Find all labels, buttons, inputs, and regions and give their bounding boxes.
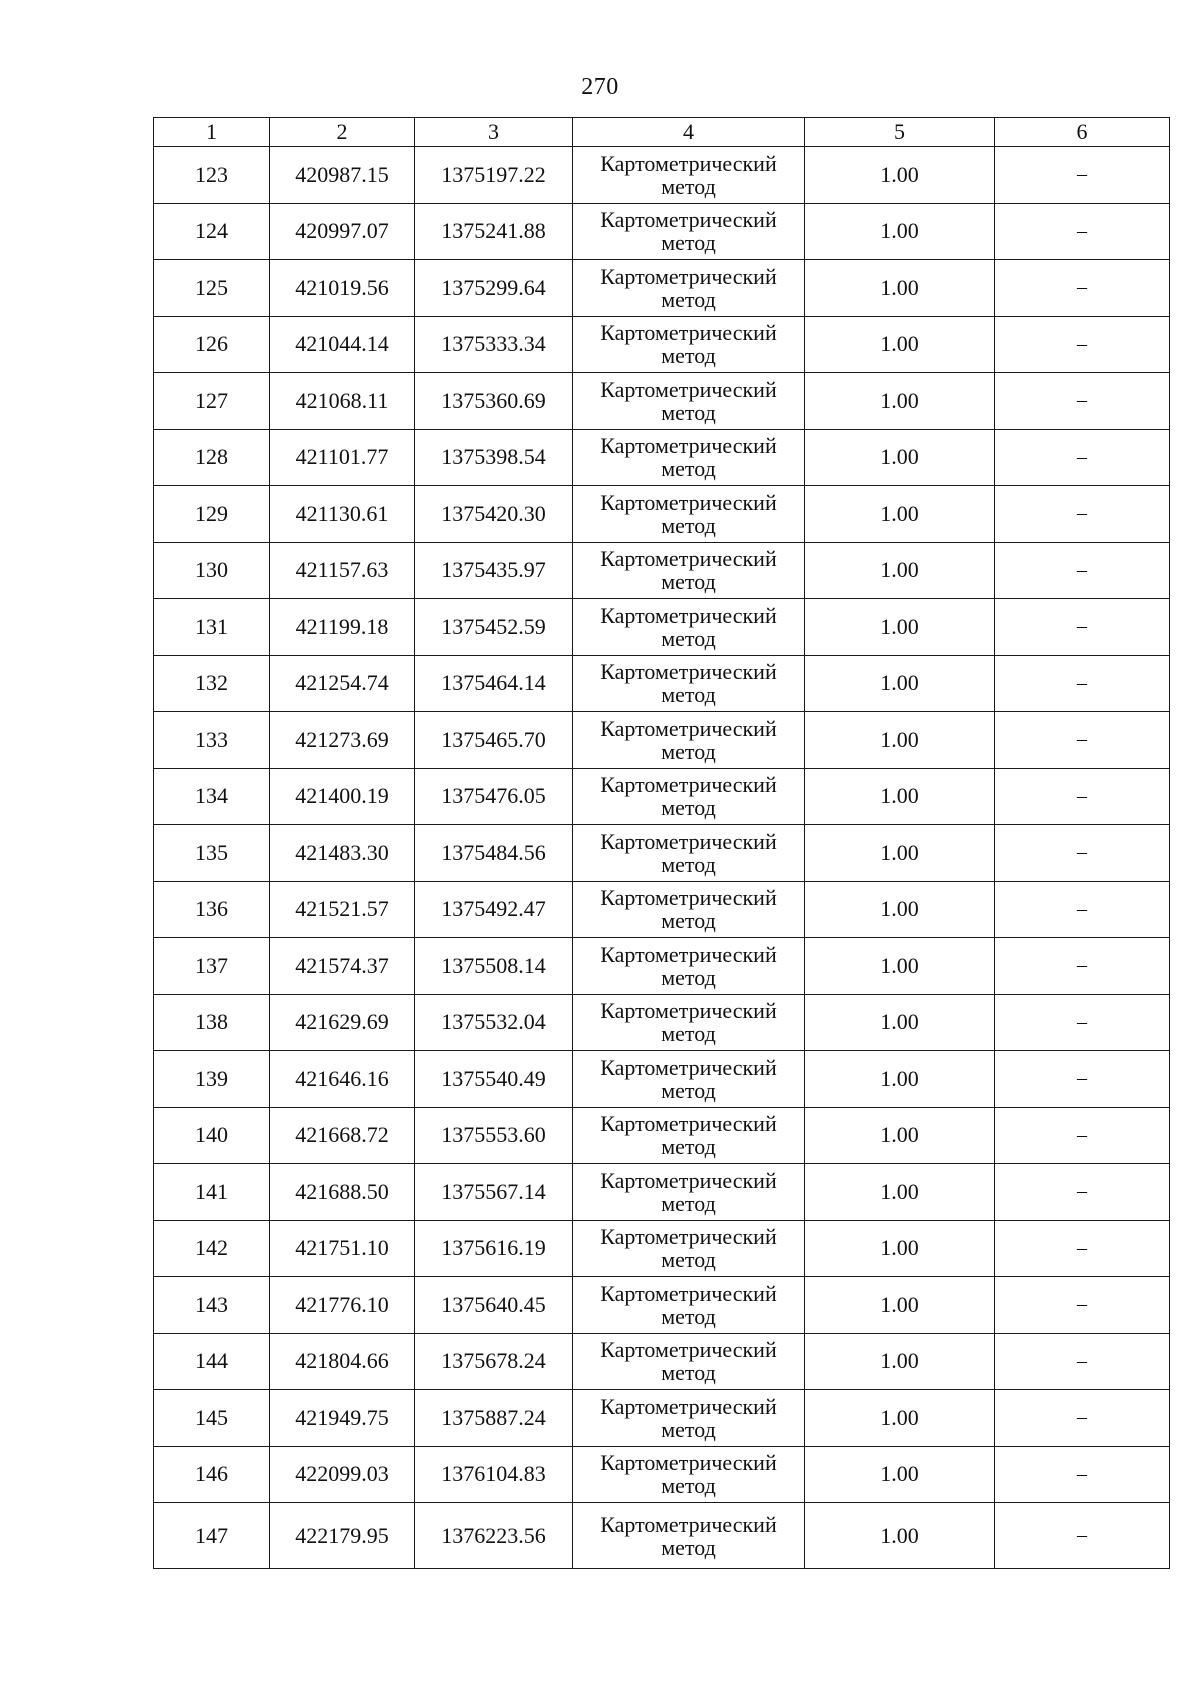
note-cell: –: [995, 1390, 1170, 1447]
header-col-2: 2: [270, 118, 415, 147]
method-line-1: Картометрический: [600, 263, 777, 289]
table-row: [154, 260, 1170, 317]
method-line-1: Картометрический: [600, 941, 777, 967]
method-line-1: Картометрический: [600, 207, 777, 233]
x-coordinate-cell: 422179.95: [270, 1503, 415, 1569]
note-cell: –: [995, 712, 1170, 769]
y-coordinate-cell: 1375435.97: [415, 542, 573, 599]
method-cell: [573, 881, 805, 938]
accuracy-cell: 1.00: [805, 147, 995, 204]
note-cell: –: [995, 429, 1170, 486]
method-line-1: Картометрический: [600, 602, 777, 628]
method-line-2: метод: [661, 512, 716, 538]
y-coordinate-cell: 1375567.14: [415, 1164, 573, 1221]
point-number-cell: 132: [154, 655, 270, 712]
header-col-6: 6: [995, 118, 1170, 147]
method-cell: [573, 1277, 805, 1334]
y-coordinate-cell: 1375540.49: [415, 1051, 573, 1108]
accuracy-cell: 1.00: [805, 542, 995, 599]
table-row: [154, 1503, 1170, 1569]
y-coordinate-cell: 1375452.59: [415, 599, 573, 656]
y-coordinate-cell: 1375464.14: [415, 655, 573, 712]
accuracy-cell: 1.00: [805, 655, 995, 712]
method-line-2: метод: [661, 851, 716, 877]
table-row: [154, 203, 1170, 260]
method-cell: [573, 486, 805, 543]
header-col-4: 4: [573, 118, 805, 147]
x-coordinate-cell: 420987.15: [270, 147, 415, 204]
y-coordinate-cell: 1375241.88: [415, 203, 573, 260]
accuracy-cell: 1.00: [805, 1277, 995, 1334]
x-coordinate-cell: 421254.74: [270, 655, 415, 712]
accuracy-cell: 1.00: [805, 486, 995, 543]
method-cell: [573, 655, 805, 712]
point-number-cell: 140: [154, 1107, 270, 1164]
table-row: [154, 1051, 1170, 1108]
method-cell: [573, 542, 805, 599]
note-cell: –: [995, 825, 1170, 882]
table-row: [154, 373, 1170, 430]
method-cell: [573, 1107, 805, 1164]
method-line-2: метод: [661, 230, 716, 256]
method-line-2: метод: [661, 1077, 716, 1103]
note-cell: –: [995, 260, 1170, 317]
method-line-2: метод: [661, 286, 716, 312]
table-row: [154, 655, 1170, 712]
y-coordinate-cell: 1375465.70: [415, 712, 573, 769]
y-coordinate-cell: 1375887.24: [415, 1390, 573, 1447]
method-cell: [573, 1503, 805, 1569]
method-cell: [573, 825, 805, 882]
method-line-2: метод: [661, 964, 716, 990]
method-line-2: метод: [661, 343, 716, 369]
method-line-1: Картометрический: [600, 998, 777, 1024]
accuracy-cell: 1.00: [805, 825, 995, 882]
accuracy-cell: 1.00: [805, 1164, 995, 1221]
x-coordinate-cell: 421804.66: [270, 1333, 415, 1390]
method-line-1: Картометрический: [600, 659, 777, 685]
y-coordinate-cell: 1375484.56: [415, 825, 573, 882]
point-number-cell: 133: [154, 712, 270, 769]
point-number-cell: 128: [154, 429, 270, 486]
note-cell: –: [995, 203, 1170, 260]
x-coordinate-cell: 421019.56: [270, 260, 415, 317]
accuracy-cell: 1.00: [805, 1220, 995, 1277]
x-coordinate-cell: 421521.57: [270, 881, 415, 938]
method-cell: [573, 316, 805, 373]
table-row: [154, 1446, 1170, 1503]
coordinates-table: [153, 117, 1170, 1569]
x-coordinate-cell: 421101.77: [270, 429, 415, 486]
accuracy-cell: 1.00: [805, 1390, 995, 1447]
x-coordinate-cell: 421068.11: [270, 373, 415, 430]
header-col-5: 5: [805, 118, 995, 147]
method-line-1: Картометрический: [600, 1511, 777, 1537]
method-line-1: Картометрический: [600, 1280, 777, 1306]
note-cell: –: [995, 1277, 1170, 1334]
y-coordinate-cell: 1375553.60: [415, 1107, 573, 1164]
y-coordinate-cell: 1375398.54: [415, 429, 573, 486]
method-line-2: метод: [661, 399, 716, 425]
y-coordinate-cell: 1375508.14: [415, 938, 573, 995]
header-col-1: 1: [154, 118, 270, 147]
header-row: [154, 118, 1170, 147]
point-number-cell: 147: [154, 1503, 270, 1569]
table-row: [154, 1107, 1170, 1164]
x-coordinate-cell: 421273.69: [270, 712, 415, 769]
point-number-cell: 146: [154, 1446, 270, 1503]
method-cell: [573, 994, 805, 1051]
method-line-2: метод: [661, 625, 716, 651]
accuracy-cell: 1.00: [805, 316, 995, 373]
table-body: [154, 147, 1170, 1569]
x-coordinate-cell: 421157.63: [270, 542, 415, 599]
method-line-1: Картометрический: [600, 376, 777, 402]
page-number: 270: [581, 74, 619, 100]
y-coordinate-cell: 1375333.34: [415, 316, 573, 373]
method-line-2: метод: [661, 1303, 716, 1329]
point-number-cell: 135: [154, 825, 270, 882]
method-line-2: метод: [661, 569, 716, 595]
method-line-2: метод: [661, 1134, 716, 1160]
y-coordinate-cell: 1375476.05: [415, 768, 573, 825]
point-number-cell: 129: [154, 486, 270, 543]
method-line-2: метод: [661, 456, 716, 482]
method-cell: [573, 1333, 805, 1390]
note-cell: –: [995, 486, 1170, 543]
method-line-2: метод: [661, 1190, 716, 1216]
point-number-cell: 130: [154, 542, 270, 599]
point-number-cell: 126: [154, 316, 270, 373]
accuracy-cell: 1.00: [805, 938, 995, 995]
method-cell: [573, 938, 805, 995]
method-line-1: Картометрический: [600, 1393, 777, 1419]
y-coordinate-cell: 1375616.19: [415, 1220, 573, 1277]
table-row: [154, 1164, 1170, 1221]
x-coordinate-cell: 420997.07: [270, 203, 415, 260]
note-cell: –: [995, 316, 1170, 373]
method-line-2: метод: [661, 1360, 716, 1386]
method-line-2: метод: [661, 1021, 716, 1047]
method-cell: [573, 599, 805, 656]
x-coordinate-cell: 421483.30: [270, 825, 415, 882]
point-number-cell: 123: [154, 147, 270, 204]
table-row: [154, 1277, 1170, 1334]
table-header: [154, 118, 1170, 147]
method-line-1: Картометрический: [600, 1450, 777, 1476]
y-coordinate-cell: 1375360.69: [415, 373, 573, 430]
x-coordinate-cell: 421688.50: [270, 1164, 415, 1221]
method-cell: [573, 768, 805, 825]
point-number-cell: 131: [154, 599, 270, 656]
table-row: [154, 881, 1170, 938]
accuracy-cell: 1.00: [805, 260, 995, 317]
point-number-cell: 127: [154, 373, 270, 430]
point-number-cell: 144: [154, 1333, 270, 1390]
note-cell: –: [995, 542, 1170, 599]
point-number-cell: 145: [154, 1390, 270, 1447]
accuracy-cell: 1.00: [805, 1051, 995, 1108]
method-cell: [573, 429, 805, 486]
point-number-cell: 138: [154, 994, 270, 1051]
accuracy-cell: 1.00: [805, 881, 995, 938]
note-cell: –: [995, 881, 1170, 938]
y-coordinate-cell: 1375299.64: [415, 260, 573, 317]
point-number-cell: 143: [154, 1277, 270, 1334]
accuracy-cell: 1.00: [805, 1446, 995, 1503]
accuracy-cell: 1.00: [805, 712, 995, 769]
point-number-cell: 142: [154, 1220, 270, 1277]
x-coordinate-cell: 421949.75: [270, 1390, 415, 1447]
method-cell: [573, 1164, 805, 1221]
table-row: [154, 768, 1170, 825]
method-cell: [573, 1051, 805, 1108]
note-cell: –: [995, 655, 1170, 712]
y-coordinate-cell: 1375420.30: [415, 486, 573, 543]
method-line-1: Картометрический: [600, 828, 777, 854]
accuracy-cell: 1.00: [805, 768, 995, 825]
accuracy-cell: 1.00: [805, 994, 995, 1051]
x-coordinate-cell: 421130.61: [270, 486, 415, 543]
table-row: [154, 542, 1170, 599]
x-coordinate-cell: 421044.14: [270, 316, 415, 373]
method-cell: [573, 712, 805, 769]
note-cell: –: [995, 1333, 1170, 1390]
y-coordinate-cell: 1375492.47: [415, 881, 573, 938]
method-cell: [573, 147, 805, 204]
accuracy-cell: 1.00: [805, 1107, 995, 1164]
table-row: [154, 316, 1170, 373]
y-coordinate-cell: 1376223.56: [415, 1503, 573, 1569]
y-coordinate-cell: 1375640.45: [415, 1277, 573, 1334]
point-number-cell: 125: [154, 260, 270, 317]
x-coordinate-cell: 421574.37: [270, 938, 415, 995]
method-line-1: Картометрический: [600, 546, 777, 572]
method-line-1: Картометрический: [600, 1337, 777, 1363]
note-cell: –: [995, 1164, 1170, 1221]
point-number-cell: 139: [154, 1051, 270, 1108]
method-cell: [573, 1446, 805, 1503]
x-coordinate-cell: 421776.10: [270, 1277, 415, 1334]
table-row: [154, 599, 1170, 656]
accuracy-cell: 1.00: [805, 203, 995, 260]
x-coordinate-cell: 421400.19: [270, 768, 415, 825]
method-line-2: метод: [661, 795, 716, 821]
note-cell: –: [995, 1051, 1170, 1108]
method-line-1: Картометрический: [600, 433, 777, 459]
method-cell: [573, 1220, 805, 1277]
note-cell: –: [995, 599, 1170, 656]
method-line-2: метод: [661, 908, 716, 934]
table-row: [154, 994, 1170, 1051]
method-line-2: метод: [661, 1247, 716, 1273]
point-number-cell: 134: [154, 768, 270, 825]
accuracy-cell: 1.00: [805, 1503, 995, 1569]
method-line-1: Картометрический: [600, 320, 777, 346]
x-coordinate-cell: 421199.18: [270, 599, 415, 656]
point-number-cell: 124: [154, 203, 270, 260]
method-line-2: метод: [661, 1473, 716, 1499]
note-cell: –: [995, 147, 1170, 204]
method-line-1: Картометрический: [600, 885, 777, 911]
method-line-2: метод: [661, 1534, 716, 1560]
method-line-1: Картометрический: [600, 489, 777, 515]
method-line-1: Картометрический: [600, 150, 777, 176]
header-col-3: 3: [415, 118, 573, 147]
method-cell: [573, 203, 805, 260]
method-line-1: Картометрический: [600, 715, 777, 741]
table-row: [154, 429, 1170, 486]
accuracy-cell: 1.00: [805, 373, 995, 430]
point-number-cell: 137: [154, 938, 270, 995]
x-coordinate-cell: 421629.69: [270, 994, 415, 1051]
y-coordinate-cell: 1375532.04: [415, 994, 573, 1051]
note-cell: –: [995, 373, 1170, 430]
note-cell: –: [995, 994, 1170, 1051]
accuracy-cell: 1.00: [805, 1333, 995, 1390]
y-coordinate-cell: 1375678.24: [415, 1333, 573, 1390]
table-row: [154, 147, 1170, 204]
method-line-1: Картометрический: [600, 1054, 777, 1080]
accuracy-cell: 1.00: [805, 429, 995, 486]
y-coordinate-cell: 1376104.83: [415, 1446, 573, 1503]
x-coordinate-cell: 421751.10: [270, 1220, 415, 1277]
x-coordinate-cell: 422099.03: [270, 1446, 415, 1503]
table-row: [154, 1333, 1170, 1390]
method-line-2: метод: [661, 682, 716, 708]
accuracy-cell: 1.00: [805, 599, 995, 656]
table-row: [154, 486, 1170, 543]
table-row: [154, 712, 1170, 769]
method-line-2: метод: [661, 173, 716, 199]
method-cell: [573, 373, 805, 430]
note-cell: –: [995, 768, 1170, 825]
method-cell: [573, 260, 805, 317]
point-number-cell: 136: [154, 881, 270, 938]
table-row: [154, 938, 1170, 995]
method-line-2: метод: [661, 1416, 716, 1442]
table-row: [154, 1390, 1170, 1447]
method-line-1: Картометрический: [600, 1111, 777, 1137]
method-cell: [573, 1390, 805, 1447]
method-line-1: Картометрический: [600, 1224, 777, 1250]
x-coordinate-cell: 421668.72: [270, 1107, 415, 1164]
x-coordinate-cell: 421646.16: [270, 1051, 415, 1108]
point-number-cell: 141: [154, 1164, 270, 1221]
note-cell: –: [995, 1446, 1170, 1503]
note-cell: –: [995, 1503, 1170, 1569]
table-row: [154, 1220, 1170, 1277]
note-cell: –: [995, 938, 1170, 995]
note-cell: –: [995, 1107, 1170, 1164]
y-coordinate-cell: 1375197.22: [415, 147, 573, 204]
method-line-1: Картометрический: [600, 772, 777, 798]
note-cell: –: [995, 1220, 1170, 1277]
table-row: [154, 825, 1170, 882]
method-line-1: Картометрический: [600, 1167, 777, 1193]
method-line-2: метод: [661, 738, 716, 764]
